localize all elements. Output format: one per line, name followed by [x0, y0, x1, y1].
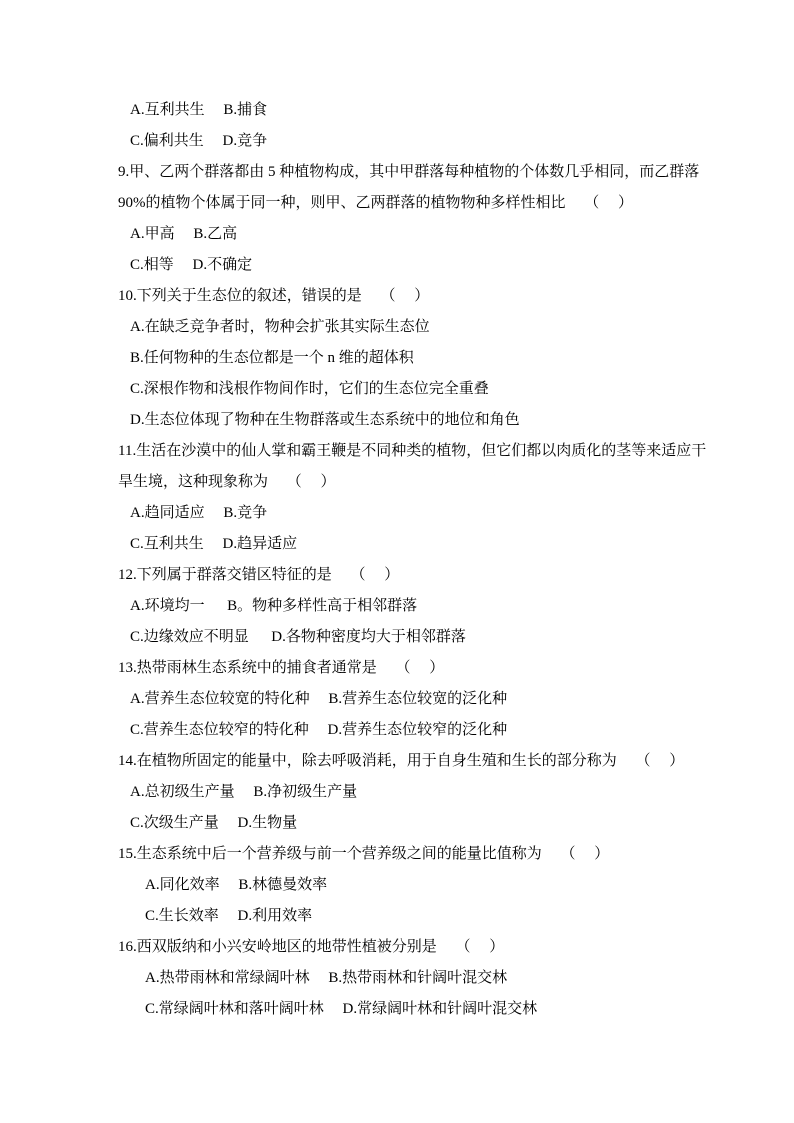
- q14-stem-line-1: 14.在植物所固定的能量中，除去呼吸消耗，用于自身生殖和生长的部分称为 （ ）: [118, 753, 685, 769]
- q9-options-line-1: A.甲高 B.乙高: [130, 226, 238, 242]
- q9-stem-line-1: 9.甲、乙两个群落都由 5 种植物构成，其中甲群落每种植物的个体数几乎相同，而乙群落: [118, 164, 700, 180]
- q12-stem-line-1: 12.下列属于群落交错区特征的是 （ ）: [118, 567, 400, 583]
- q11-options-line-1: A.趋同适应 B.竞争: [130, 505, 268, 521]
- q8-partial-options-line-1: A.互利共生 B.捕食: [130, 102, 268, 118]
- q11-stem-line-2: 旱生境，这种现象称为 （ ）: [118, 474, 336, 490]
- q13-options-line-1: A.营养生态位较宽的特化种 B.营养生态位较宽的泛化种: [130, 691, 508, 707]
- q16-stem-line-1: 16.西双版纳和小兴安岭地区的地带性植被分别是 （ ）: [118, 939, 505, 955]
- q14-options-line-1: A.总初级生产量 B.净初级生产量: [130, 784, 358, 800]
- q15-stem-line-1: 15.生态系统中后一个营养级与前一个营养级之间的能量比值称为 （ ）: [118, 846, 610, 862]
- q8-partial-options-line-2: C.偏利共生 D.竞争: [130, 133, 268, 149]
- q10-options-line-1: A.在缺乏竞争者时，物种会扩张其实际生态位: [130, 319, 430, 335]
- q9-options-line-2: C.相等 D.不确定: [130, 257, 253, 273]
- q9-stem-line-2: 90%的植物个体属于同一种，则甲、乙两群落的植物物种多样性相比 （ ）: [118, 195, 633, 211]
- q15-options-line-1: A.同化效率 B.林德曼效率: [145, 877, 328, 893]
- q10-options-line-3: C.深根作物和浅根作物间作时，它们的生态位完全重叠: [130, 381, 489, 397]
- q13-options-line-2: C.营养生态位较窄的特化种 D.营养生态位较窄的泛化种: [130, 722, 508, 738]
- q12-options-line-2: C.边缘效应不明显 D.各物种密度均大于相邻群落: [130, 629, 466, 645]
- q15-options-line-2: C.生长效率 D.利用效率: [145, 908, 313, 924]
- q16-options-line-1: A.热带雨林和常绿阔叶林 B.热带雨林和针阔叶混交林: [145, 970, 508, 986]
- q14-options-line-2: C.次级生产量 D.生物量: [130, 815, 298, 831]
- q10-options-line-2: B.任何物种的生态位都是一个 n 维的超体积: [130, 350, 414, 366]
- q10-options-line-4: D.生态位体现了物种在生物群落或生态系统中的地位和角色: [130, 412, 520, 428]
- q12-options-line-1: A.环境均一 B。物种多样性高于相邻群落: [130, 598, 418, 614]
- q13-stem-line-1: 13.热带雨林生态系统中的捕食者通常是 （ ）: [118, 660, 445, 676]
- q16-options-line-2: C.常绿阔叶林和落叶阔叶林 D.常绿阔叶林和针阔叶混交林: [145, 1001, 538, 1017]
- q11-stem-line-1: 11.生活在沙漠中的仙人掌和霸王鞭是不同种类的植物，但它们都以肉质化的茎等来适应干: [118, 443, 707, 459]
- q10-stem-line-1: 10.下列关于生态位的叙述，错误的是 （ ）: [118, 288, 430, 304]
- q11-options-line-2: C.互利共生 D.趋异适应: [130, 536, 298, 552]
